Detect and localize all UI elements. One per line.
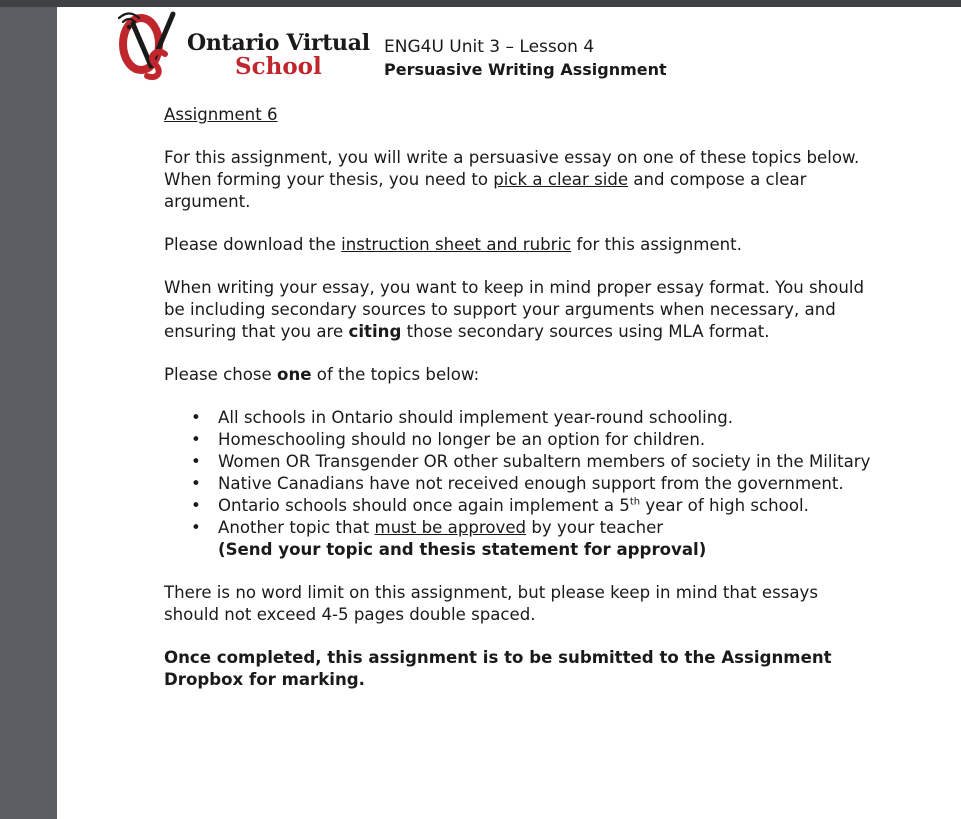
course-lesson-heading: ENG4U Unit 3 – Lesson 4 [384, 37, 595, 57]
topic-item: • Native Canadians have not received enough support from the government. [218, 473, 874, 495]
topic-6-text-start: Another topic that [218, 518, 375, 537]
choose-paragraph [164, 364, 874, 386]
download-paragraph [164, 234, 874, 256]
choose-text-start: Please chose [164, 365, 278, 384]
intro-text-start: For this assignment, you will write a persuasive essay on one of these topics below. When forming your thesis, you need to [164, 148, 860, 189]
topic-5-text-start: Ontario schools should once again implement a 5 [218, 496, 630, 515]
topic-item: • Homeschooling should no longer be an option for children. [218, 429, 874, 451]
format-paragraph [164, 277, 874, 343]
logo-text-ontario-virtual: Ontario Virtual [187, 30, 370, 56]
school-logo [117, 10, 370, 82]
download-text-end: for this assignment. [571, 235, 742, 254]
one-emphasis: one [277, 365, 312, 384]
pick-clear-side-link[interactable]: pick a clear side [493, 170, 629, 189]
topic-list [164, 407, 874, 561]
wifi-icon [117, 10, 141, 30]
submission-instructions: Once completed, this assignment is to be submitted to the Assignment Dropbox for marking. [164, 648, 832, 689]
intro-text-end: and compose a clear argument. [164, 170, 807, 211]
approval-note: (Send your topic and thesis statement for approval) [218, 540, 707, 559]
must-be-approved-link[interactable]: must be approved [374, 518, 527, 537]
choose-text-end: of the topics below: [311, 365, 480, 384]
assignment-type-heading: Persuasive Writing Assignment [384, 60, 667, 79]
topic-item [218, 495, 874, 517]
assignment-title: Assignment 6 [164, 105, 278, 124]
format-text-end: those secondary sources using MLA format. [401, 322, 770, 341]
ordinal-superscript: th [629, 496, 641, 508]
topic-item: • Women OR Transgender OR other subaltern members of society in the Military [218, 451, 874, 473]
intro-paragraph [164, 147, 874, 213]
topic-6-text-end: by your teacher [526, 518, 664, 537]
word-limit-paragraph: There is no word limit on this assignment, but please keep in mind that essays should not exceed 4-5 pages double spaced. [164, 583, 819, 624]
topic-5-text-end: year of high school. [640, 496, 809, 515]
citing-emphasis: citing [348, 322, 402, 341]
viewer-top-bar [0, 0, 961, 7]
document-page [57, 7, 961, 819]
logo-text-school: School [235, 53, 322, 80]
topic-item [218, 517, 874, 561]
format-text-start: When writing your essay, you want to keep in mind proper essay format. You should be including secondary sources to support your arguments when necessary, and ensuring that you are [164, 278, 864, 341]
topic-item: • All schools in Ontario should implement year-round schooling. [218, 407, 874, 429]
document-body [164, 104, 874, 712]
download-text-start: Please download the [164, 235, 342, 254]
instruction-sheet-link[interactable]: instruction sheet and rubric [341, 235, 572, 254]
